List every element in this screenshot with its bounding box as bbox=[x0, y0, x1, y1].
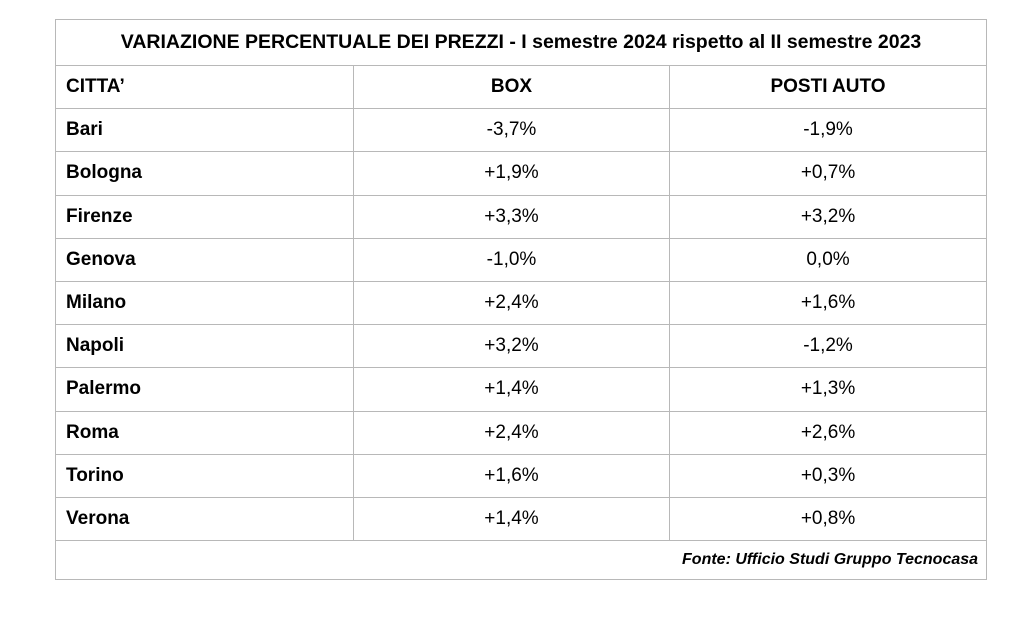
table-row bbox=[56, 109, 987, 152]
box-value: +3,2% bbox=[354, 325, 670, 368]
city-cell: Roma bbox=[56, 411, 354, 454]
table-row bbox=[56, 325, 987, 368]
title-row bbox=[56, 20, 987, 66]
table-row bbox=[56, 411, 987, 454]
city-cell: Napoli bbox=[56, 325, 354, 368]
posti-auto-value: -1,9% bbox=[670, 109, 987, 152]
posti-auto-value: +1,3% bbox=[670, 368, 987, 411]
city-cell: Torino bbox=[56, 454, 354, 497]
city-cell: Verona bbox=[56, 497, 354, 540]
table-row bbox=[56, 195, 987, 238]
box-value: +1,6% bbox=[354, 454, 670, 497]
column-header-posti-auto: POSTI AUTO bbox=[670, 66, 987, 109]
table-title: VARIAZIONE PERCENTUALE DEI PREZZI - I semestre 2024 rispetto al II semestre 2023 bbox=[56, 20, 987, 66]
posti-auto-value: -1,2% bbox=[670, 325, 987, 368]
posti-auto-value: +0,7% bbox=[670, 152, 987, 195]
box-value: -3,7% bbox=[354, 109, 670, 152]
posti-auto-value: +2,6% bbox=[670, 411, 987, 454]
source-note: Fonte: Ufficio Studi Gruppo Tecnocasa bbox=[56, 541, 987, 580]
table-row bbox=[56, 497, 987, 540]
box-value: +3,3% bbox=[354, 195, 670, 238]
table-row bbox=[56, 368, 987, 411]
table-row bbox=[56, 152, 987, 195]
table-row bbox=[56, 454, 987, 497]
source-row bbox=[56, 541, 987, 580]
table-row bbox=[56, 238, 987, 281]
header-row bbox=[56, 66, 987, 109]
box-value: +1,9% bbox=[354, 152, 670, 195]
price-variation-table bbox=[55, 19, 987, 580]
city-cell: Firenze bbox=[56, 195, 354, 238]
city-cell: Palermo bbox=[56, 368, 354, 411]
city-cell: Genova bbox=[56, 238, 354, 281]
box-value: +2,4% bbox=[354, 411, 670, 454]
table-row bbox=[56, 281, 987, 324]
box-value: +2,4% bbox=[354, 281, 670, 324]
city-cell: Bari bbox=[56, 109, 354, 152]
column-header-box: BOX bbox=[354, 66, 670, 109]
box-value: +1,4% bbox=[354, 368, 670, 411]
box-value: +1,4% bbox=[354, 497, 670, 540]
posti-auto-value: +3,2% bbox=[670, 195, 987, 238]
column-header-city: CITTA’ bbox=[56, 66, 354, 109]
posti-auto-value: +0,8% bbox=[670, 497, 987, 540]
posti-auto-value: +0,3% bbox=[670, 454, 987, 497]
posti-auto-value: 0,0% bbox=[670, 238, 987, 281]
box-value: -1,0% bbox=[354, 238, 670, 281]
posti-auto-value: +1,6% bbox=[670, 281, 987, 324]
city-cell: Bologna bbox=[56, 152, 354, 195]
city-cell: Milano bbox=[56, 281, 354, 324]
